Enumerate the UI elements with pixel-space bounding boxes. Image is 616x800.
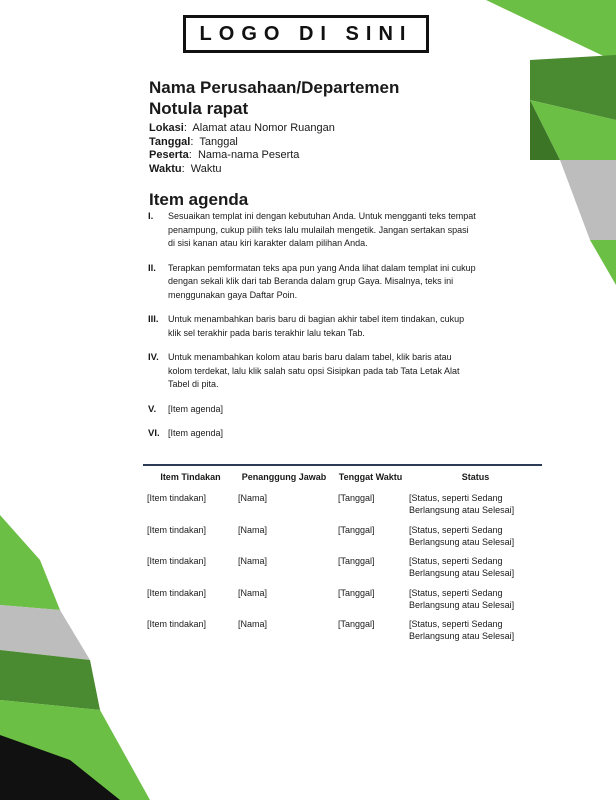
table-cell: [Nama]	[238, 524, 268, 535]
agenda-item-text: Untuk menambahkan kolom atau baris baru dalam tabel, klik baris atau kolom terdekat, lalu klik salah satu opsi Sisipkan pada tab Tata Letak Alat Tabel di pita.	[168, 352, 460, 389]
table-cell: [Tanggal]	[338, 587, 375, 598]
agenda-item-text: Terapkan pemformatan teks apa pun yang Anda lihat dalam templat ini cukup dengan sekali klik dari tab Beranda dalam grup Gaya. Misalnya, teks ini menggunakan gaya Daftar Poin.	[168, 262, 476, 300]
logo-placeholder: LOGO DI SINI	[183, 15, 429, 53]
meta-time: Waktu: Waktu	[149, 162, 222, 175]
agenda-item	[148, 427, 478, 441]
table-cell: [Tanggal]	[338, 556, 375, 566]
table-cell: [Status, seperti Sedang Berlangsung atau Selesai]	[409, 493, 515, 515]
table-row	[143, 492, 542, 524]
meta-label: Tanggal	[149, 135, 191, 148]
table-cell: [Item tindakan]	[147, 587, 207, 598]
table-row	[143, 618, 542, 650]
table-cell: [Status, seperti Sedang Berlangsung atau Selesai]	[409, 556, 515, 578]
table-cell: [Item tindakan]	[147, 619, 207, 629]
agenda-item	[148, 210, 478, 251]
agenda-item	[148, 403, 478, 417]
table-header-row	[143, 472, 542, 492]
meta-location: Lokasi: Alamat atau Nomor Ruangan	[149, 122, 335, 134]
table-cell: [Item tindakan]	[147, 524, 207, 535]
agenda-item-number: V.	[148, 403, 157, 415]
meta-label: Peserta	[149, 149, 189, 161]
deco-green-shape	[486, 0, 616, 62]
table-cell: [Item tindakan]	[147, 493, 207, 503]
meta-label: Lokasi	[149, 122, 184, 134]
document-header	[149, 77, 529, 176]
agenda-item-number: II.	[148, 262, 156, 274]
action-items-table	[143, 472, 542, 650]
agenda-item-number: III.	[148, 314, 159, 325]
agenda-item-text: Sesuaikan templat ini dengan kebutuhan Anda. Untuk mengganti teks tempat penampung, cukup pilih teks lalu mulailah mengetik. Jangan sertakan spasi di sisi kanan atau kiri karakter dalam pilihan Anda.	[168, 211, 476, 248]
table-row	[143, 555, 542, 587]
deco-green-shape	[0, 515, 60, 610]
table-cell: [Tanggal]	[338, 493, 375, 503]
agenda-item-number: VI.	[148, 428, 160, 439]
agenda-item-text: Untuk menambahkan baris baru di bagian akhir tabel item tindakan, cukup klik sel terakhir pada baris terakhir lalu tekan Tab.	[168, 314, 465, 338]
column-header: Tenggat Waktu	[338, 472, 403, 482]
column-header: Penanggung Jawab	[241, 472, 327, 482]
table-cell: [Nama]	[238, 587, 268, 598]
table-cell: [Nama]	[238, 619, 268, 629]
table-cell: [Item tindakan]	[147, 556, 207, 566]
document-title: Notula rapat	[149, 99, 249, 118]
agenda-item-number: I.	[148, 211, 154, 222]
agenda-heading: Item agenda	[149, 190, 249, 209]
table-top-rule	[143, 464, 542, 466]
agenda-item-text: [Item agenda]	[168, 403, 224, 414]
table-row	[143, 587, 542, 619]
table-cell: [Nama]	[238, 493, 268, 503]
table-cell: [Nama]	[238, 556, 268, 566]
meta-value: Nama-nama Peserta	[197, 149, 300, 161]
column-header: Item Tindakan	[160, 472, 221, 482]
company-name: Nama Perusahaan/Departemen	[149, 78, 400, 97]
meta-attendees: Peserta: Nama-nama Peserta	[149, 149, 300, 161]
meta-value: Tanggal	[199, 135, 238, 148]
deco-gray-shape	[560, 160, 616, 240]
agenda-item	[148, 351, 478, 392]
agenda-item-number: IV.	[148, 352, 159, 363]
table-cell: [Status, seperti Sedang Berlangsung atau Selesai]	[409, 619, 515, 641]
table-cell: [Tanggal]	[338, 524, 375, 535]
agenda-item-text: [Item agenda]	[168, 428, 224, 438]
agenda-item	[148, 262, 478, 303]
table-cell: [Status, seperti Sedang Berlangsung atau Selesai]	[409, 587, 515, 610]
meta-value: Alamat atau Nomor Ruangan	[192, 122, 335, 134]
deco-green-shape	[590, 240, 616, 285]
column-header: Status	[461, 472, 490, 482]
table-cell: [Tanggal]	[338, 619, 375, 629]
table-cell: [Status, seperti Sedang Berlangsung atau Selesai]	[409, 524, 515, 547]
agenda-list	[148, 210, 478, 441]
meta-date: Tanggal: Tanggal	[149, 135, 238, 148]
meta-value: Waktu	[190, 162, 222, 175]
agenda-item	[148, 313, 478, 340]
meta-label: Waktu	[149, 162, 182, 175]
table-row	[143, 524, 542, 556]
